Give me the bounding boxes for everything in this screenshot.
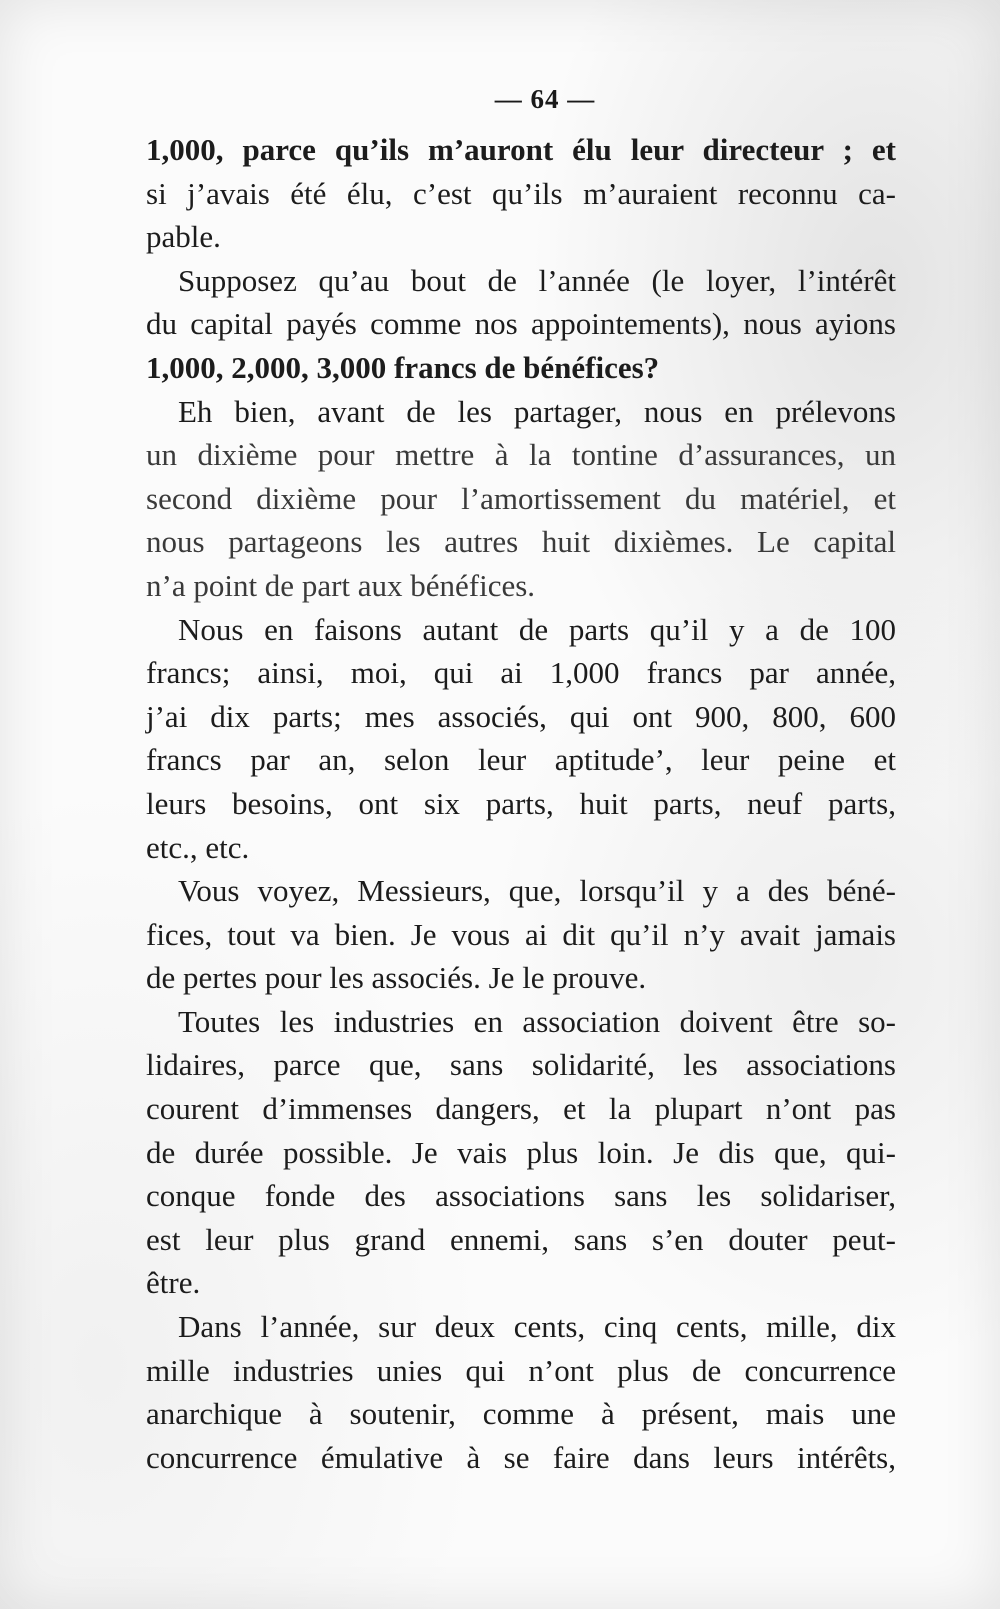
text-line: Eh bien, avant de les partager, nous en prélevons (178, 393, 896, 429)
text-line: leurs besoins, ont six parts, huit parts, neuf parts, (146, 785, 896, 821)
text-line: si j’avais été élu, c’est qu’ils m’auraient reconnu ca- (146, 175, 896, 211)
text-line: Toutes les industries en association doivent être so- (178, 1003, 896, 1039)
text-line: etc., etc. (146, 829, 250, 865)
text-line: 1,000, 2,000, 3,000 francs de bénéfices? (146, 349, 660, 385)
body-text (146, 128, 896, 1479)
text-line: courent d’immenses dangers, et la plupart n’ont pas (146, 1091, 896, 1127)
text-line: second dixième pour l’amortissement du matériel, et (146, 480, 896, 516)
text-line: pable. (146, 219, 221, 255)
text-line: anarchique à soutenir, comme à présent, mais une (146, 1396, 896, 1432)
text-line: j’ai dix parts; mes associés, qui ont 900, 800, 600 (146, 698, 896, 734)
text-line: lidaires, parce que, sans solidarité, les associations (146, 1047, 896, 1083)
text-line: n’a point de part aux bénéfices. (146, 567, 536, 603)
text-line: conque fonde des associations sans les solidariser, (146, 1178, 896, 1214)
text-line: de pertes pour les associés. Je le prouve. (146, 960, 647, 996)
text-line: Dans l’année, sur deux cents, cinq cents, mille, dix (178, 1309, 896, 1345)
text-line: Nous en faisons autant de parts qu’il y a de 100 (178, 611, 896, 647)
text-line: de durée possible. Je vais plus loin. Je dis que, qui- (146, 1134, 896, 1170)
text-line: Vous voyez, Messieurs, que, lorsqu’il y a des béné- (178, 873, 896, 909)
text-line: 1,000, parce qu’ils m’auront élu leur directeur ; et (146, 132, 896, 167)
text-line: mille industries unies qui n’ont plus de concurrence (146, 1352, 896, 1388)
text-line: être. (146, 1265, 201, 1301)
text-line: du capital payés comme nos appointements), nous ayions (146, 306, 896, 342)
text-line: francs par an, selon leur aptitude’, leur peine et (146, 742, 896, 778)
text-line: concurrence émulative à se faire dans leurs intérêts, (146, 1439, 896, 1475)
text-line: un dixième pour mettre à la tontine d’assurances, un (146, 437, 896, 473)
text-line: Supposez qu’au bout de l’année (le loyer, l’intérêt (178, 262, 896, 298)
page-number: — 64 — (494, 84, 596, 114)
text-line: nous partageons les autres huit dixièmes. Le capital (146, 524, 896, 560)
text-line: fices, tout va bien. Je vous ai dit qu’il n’y avait jamais (146, 916, 896, 952)
text-line: est leur plus grand ennemi, sans s’en douter peut- (146, 1221, 896, 1257)
text-line: francs; ainsi, moi, qui ai 1,000 francs par année, (146, 655, 896, 691)
